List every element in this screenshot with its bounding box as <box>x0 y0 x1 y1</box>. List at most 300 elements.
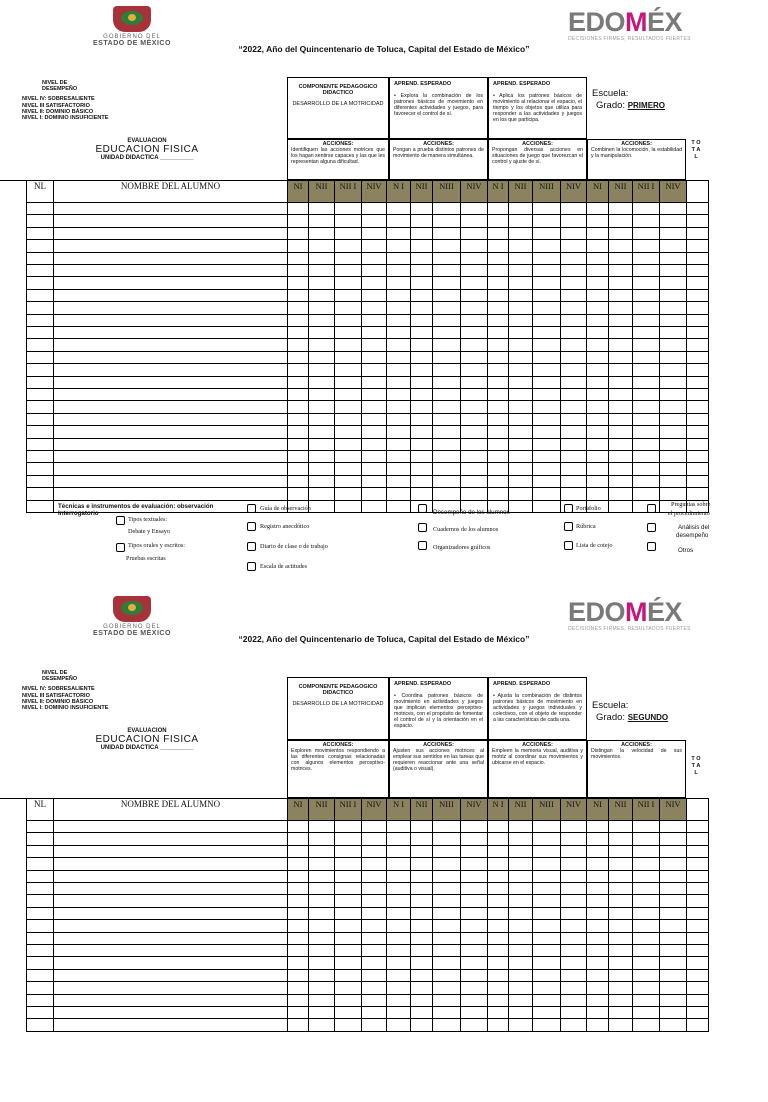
table-cell[interactable] <box>308 845 335 858</box>
table-cell[interactable] <box>586 264 609 277</box>
table-cell[interactable] <box>53 338 288 351</box>
table-cell[interactable] <box>608 264 633 277</box>
table-cell[interactable] <box>586 252 609 265</box>
table-cell[interactable] <box>508 820 533 833</box>
table-cell[interactable] <box>334 450 362 463</box>
table-cell[interactable] <box>361 475 387 488</box>
table-cell[interactable] <box>487 276 509 289</box>
table-cell[interactable] <box>308 314 335 327</box>
table-cell[interactable] <box>432 944 461 957</box>
table-cell[interactable] <box>334 870 362 883</box>
table-cell[interactable] <box>386 202 411 215</box>
table-cell[interactable] <box>659 376 687 389</box>
table-cell[interactable] <box>26 857 54 870</box>
table-cell[interactable] <box>410 376 433 389</box>
table-cell[interactable] <box>532 400 561 413</box>
table-cell[interactable] <box>334 252 362 265</box>
table-cell[interactable] <box>287 450 309 463</box>
table-cell[interactable] <box>334 214 362 227</box>
table-cell[interactable] <box>560 487 587 500</box>
table-cell[interactable] <box>487 252 509 265</box>
table-cell[interactable] <box>287 425 309 438</box>
table-cell[interactable] <box>659 413 687 426</box>
checkbox-tipos-textuales[interactable] <box>116 516 125 525</box>
table-cell[interactable] <box>508 870 533 883</box>
table-cell[interactable] <box>334 820 362 833</box>
table-cell[interactable] <box>386 425 411 438</box>
table-cell[interactable] <box>659 956 687 969</box>
table-cell[interactable] <box>608 400 633 413</box>
table-cell[interactable] <box>487 202 509 215</box>
table-cell[interactable] <box>659 969 687 982</box>
table-cell[interactable] <box>460 326 488 339</box>
table-cell[interactable] <box>686 227 709 240</box>
table-cell[interactable] <box>560 870 587 883</box>
table-cell[interactable] <box>361 1018 387 1031</box>
table-cell[interactable] <box>386 1006 411 1019</box>
table-cell[interactable] <box>410 956 433 969</box>
table-cell[interactable] <box>686 252 709 265</box>
table-cell[interactable] <box>361 227 387 240</box>
table-cell[interactable] <box>586 239 609 252</box>
table-cell[interactable] <box>608 932 633 945</box>
table-cell[interactable] <box>632 438 660 451</box>
table-cell[interactable] <box>432 425 461 438</box>
table-cell[interactable] <box>432 994 461 1007</box>
table-cell[interactable] <box>334 1006 362 1019</box>
table-cell[interactable] <box>410 264 433 277</box>
table-cell[interactable] <box>586 376 609 389</box>
table-cell[interactable] <box>508 1018 533 1031</box>
table-cell[interactable] <box>586 894 609 907</box>
table-cell[interactable] <box>659 857 687 870</box>
table-cell[interactable] <box>432 1018 461 1031</box>
table-cell[interactable] <box>586 276 609 289</box>
table-cell[interactable] <box>308 214 335 227</box>
table-cell[interactable] <box>53 227 288 240</box>
table-cell[interactable] <box>608 1018 633 1031</box>
table-cell[interactable] <box>560 882 587 895</box>
table-cell[interactable] <box>659 252 687 265</box>
table-cell[interactable] <box>560 907 587 920</box>
table-cell[interactable] <box>432 857 461 870</box>
table-cell[interactable] <box>460 376 488 389</box>
table-cell[interactable] <box>386 239 411 252</box>
table-cell[interactable] <box>308 462 335 475</box>
table-cell[interactable] <box>460 400 488 413</box>
table-cell[interactable] <box>53 894 288 907</box>
table-cell[interactable] <box>361 969 387 982</box>
checkbox-diario-clase[interactable] <box>247 542 256 551</box>
table-cell[interactable] <box>508 363 533 376</box>
table-cell[interactable] <box>659 202 687 215</box>
table-cell[interactable] <box>686 894 709 907</box>
table-cell[interactable] <box>287 438 309 451</box>
table-cell[interactable] <box>508 413 533 426</box>
table-cell[interactable] <box>334 227 362 240</box>
table-cell[interactable] <box>560 351 587 364</box>
table-cell[interactable] <box>361 944 387 957</box>
table-cell[interactable] <box>560 450 587 463</box>
table-cell[interactable] <box>632 487 660 500</box>
table-cell[interactable] <box>460 264 488 277</box>
table-cell[interactable] <box>410 425 433 438</box>
table-cell[interactable] <box>287 882 309 895</box>
table-cell[interactable] <box>608 413 633 426</box>
table-cell[interactable] <box>659 276 687 289</box>
table-cell[interactable] <box>608 500 633 513</box>
table-cell[interactable] <box>586 227 609 240</box>
table-cell[interactable] <box>608 450 633 463</box>
table-cell[interactable] <box>632 413 660 426</box>
table-cell[interactable] <box>432 450 461 463</box>
table-cell[interactable] <box>532 845 561 858</box>
table-cell[interactable] <box>686 450 709 463</box>
table-cell[interactable] <box>632 239 660 252</box>
table-cell[interactable] <box>508 882 533 895</box>
table-cell[interactable] <box>487 870 509 883</box>
table-cell[interactable] <box>532 252 561 265</box>
table-cell[interactable] <box>334 882 362 895</box>
table-cell[interactable] <box>460 314 488 327</box>
table-cell[interactable] <box>632 289 660 302</box>
table-cell[interactable] <box>334 326 362 339</box>
table-cell[interactable] <box>632 857 660 870</box>
table-cell[interactable] <box>361 882 387 895</box>
table-cell[interactable] <box>410 969 433 982</box>
table-cell[interactable] <box>26 376 54 389</box>
checkbox-rubrica[interactable] <box>564 522 573 531</box>
table-cell[interactable] <box>26 301 54 314</box>
table-cell[interactable] <box>532 264 561 277</box>
table-cell[interactable] <box>460 351 488 364</box>
table-cell[interactable] <box>632 338 660 351</box>
table-cell[interactable] <box>53 214 288 227</box>
table-cell[interactable] <box>532 202 561 215</box>
table-cell[interactable] <box>686 214 709 227</box>
table-cell[interactable] <box>508 338 533 351</box>
table-cell[interactable] <box>460 820 488 833</box>
table-cell[interactable] <box>386 214 411 227</box>
table-cell[interactable] <box>410 857 433 870</box>
table-cell[interactable] <box>287 276 309 289</box>
table-cell[interactable] <box>632 994 660 1007</box>
table-cell[interactable] <box>26 907 54 920</box>
table-cell[interactable] <box>361 845 387 858</box>
table-cell[interactable] <box>308 413 335 426</box>
table-cell[interactable] <box>26 400 54 413</box>
table-cell[interactable] <box>26 894 54 907</box>
table-cell[interactable] <box>586 487 609 500</box>
table-cell[interactable] <box>659 239 687 252</box>
table-cell[interactable] <box>410 981 433 994</box>
table-cell[interactable] <box>53 276 288 289</box>
table-cell[interactable] <box>53 870 288 883</box>
table-cell[interactable] <box>508 450 533 463</box>
table-cell[interactable] <box>26 252 54 265</box>
table-cell[interactable] <box>308 425 335 438</box>
table-cell[interactable] <box>508 376 533 389</box>
checkbox-portafolio[interactable] <box>564 504 573 513</box>
table-cell[interactable] <box>308 832 335 845</box>
table-cell[interactable] <box>386 832 411 845</box>
table-cell[interactable] <box>287 870 309 883</box>
table-cell[interactable] <box>432 301 461 314</box>
table-cell[interactable] <box>508 832 533 845</box>
table-cell[interactable] <box>487 400 509 413</box>
table-cell[interactable] <box>432 475 461 488</box>
table-cell[interactable] <box>432 413 461 426</box>
table-cell[interactable] <box>632 882 660 895</box>
table-cell[interactable] <box>334 264 362 277</box>
table-cell[interactable] <box>361 338 387 351</box>
table-cell[interactable] <box>386 450 411 463</box>
table-cell[interactable] <box>287 314 309 327</box>
table-cell[interactable] <box>287 351 309 364</box>
table-cell[interactable] <box>460 425 488 438</box>
table-cell[interactable] <box>287 202 309 215</box>
table-cell[interactable] <box>334 239 362 252</box>
table-cell[interactable] <box>308 326 335 339</box>
table-cell[interactable] <box>632 870 660 883</box>
table-cell[interactable] <box>532 450 561 463</box>
table-cell[interactable] <box>586 969 609 982</box>
table-cell[interactable] <box>632 388 660 401</box>
table-cell[interactable] <box>287 832 309 845</box>
table-cell[interactable] <box>53 202 288 215</box>
table-cell[interactable] <box>659 882 687 895</box>
table-cell[interactable] <box>532 487 561 500</box>
table-cell[interactable] <box>361 500 387 513</box>
table-cell[interactable] <box>532 500 561 513</box>
table-cell[interactable] <box>608 919 633 932</box>
table-cell[interactable] <box>586 994 609 1007</box>
table-cell[interactable] <box>532 438 561 451</box>
table-cell[interactable] <box>560 1018 587 1031</box>
table-cell[interactable] <box>487 462 509 475</box>
table-cell[interactable] <box>334 289 362 302</box>
table-cell[interactable] <box>410 450 433 463</box>
table-cell[interactable] <box>508 487 533 500</box>
table-cell[interactable] <box>386 919 411 932</box>
table-cell[interactable] <box>632 351 660 364</box>
table-cell[interactable] <box>334 944 362 957</box>
table-cell[interactable] <box>686 820 709 833</box>
table-cell[interactable] <box>632 1006 660 1019</box>
table-cell[interactable] <box>386 301 411 314</box>
table-cell[interactable] <box>632 264 660 277</box>
table-cell[interactable] <box>659 820 687 833</box>
table-cell[interactable] <box>410 400 433 413</box>
table-cell[interactable] <box>608 462 633 475</box>
table-cell[interactable] <box>686 969 709 982</box>
table-cell[interactable] <box>460 276 488 289</box>
table-cell[interactable] <box>460 252 488 265</box>
table-cell[interactable] <box>386 894 411 907</box>
table-cell[interactable] <box>532 351 561 364</box>
table-cell[interactable] <box>487 857 509 870</box>
table-cell[interactable] <box>26 413 54 426</box>
table-cell[interactable] <box>460 956 488 969</box>
table-cell[interactable] <box>532 276 561 289</box>
table-cell[interactable] <box>287 857 309 870</box>
table-cell[interactable] <box>26 820 54 833</box>
table-cell[interactable] <box>432 202 461 215</box>
table-cell[interactable] <box>532 857 561 870</box>
table-cell[interactable] <box>632 956 660 969</box>
table-cell[interactable] <box>560 438 587 451</box>
table-cell[interactable] <box>487 944 509 957</box>
table-cell[interactable] <box>532 944 561 957</box>
table-cell[interactable] <box>608 351 633 364</box>
table-cell[interactable] <box>659 301 687 314</box>
table-cell[interactable] <box>308 363 335 376</box>
table-cell[interactable] <box>487 845 509 858</box>
table-cell[interactable] <box>508 845 533 858</box>
table-cell[interactable] <box>508 981 533 994</box>
table-cell[interactable] <box>53 932 288 945</box>
table-cell[interactable] <box>508 326 533 339</box>
table-cell[interactable] <box>586 214 609 227</box>
table-cell[interactable] <box>508 462 533 475</box>
table-cell[interactable] <box>308 202 335 215</box>
table-cell[interactable] <box>334 301 362 314</box>
table-cell[interactable] <box>26 919 54 932</box>
table-cell[interactable] <box>410 932 433 945</box>
table-cell[interactable] <box>26 338 54 351</box>
table-cell[interactable] <box>608 832 633 845</box>
table-cell[interactable] <box>532 1018 561 1031</box>
table-cell[interactable] <box>410 388 433 401</box>
table-cell[interactable] <box>386 376 411 389</box>
table-cell[interactable] <box>334 338 362 351</box>
table-cell[interactable] <box>386 326 411 339</box>
table-cell[interactable] <box>460 944 488 957</box>
table-cell[interactable] <box>287 388 309 401</box>
table-cell[interactable] <box>460 338 488 351</box>
table-cell[interactable] <box>586 832 609 845</box>
table-cell[interactable] <box>386 932 411 945</box>
table-cell[interactable] <box>586 425 609 438</box>
table-cell[interactable] <box>308 438 335 451</box>
table-cell[interactable] <box>608 214 633 227</box>
table-cell[interactable] <box>361 326 387 339</box>
table-cell[interactable] <box>532 969 561 982</box>
table-cell[interactable] <box>487 994 509 1007</box>
table-cell[interactable] <box>460 907 488 920</box>
table-cell[interactable] <box>659 475 687 488</box>
table-cell[interactable] <box>410 944 433 957</box>
table-cell[interactable] <box>659 363 687 376</box>
table-cell[interactable] <box>386 338 411 351</box>
table-cell[interactable] <box>632 981 660 994</box>
table-cell[interactable] <box>608 845 633 858</box>
table-cell[interactable] <box>608 438 633 451</box>
table-cell[interactable] <box>632 462 660 475</box>
table-cell[interactable] <box>410 227 433 240</box>
table-cell[interactable] <box>287 907 309 920</box>
table-cell[interactable] <box>26 202 54 215</box>
table-cell[interactable] <box>460 994 488 1007</box>
table-cell[interactable] <box>410 338 433 351</box>
table-cell[interactable] <box>432 239 461 252</box>
table-cell[interactable] <box>361 425 387 438</box>
table-cell[interactable] <box>608 944 633 957</box>
table-cell[interactable] <box>532 363 561 376</box>
table-cell[interactable] <box>26 438 54 451</box>
table-cell[interactable] <box>460 475 488 488</box>
table-cell[interactable] <box>586 301 609 314</box>
table-cell[interactable] <box>386 882 411 895</box>
table-cell[interactable] <box>508 214 533 227</box>
table-cell[interactable] <box>586 338 609 351</box>
table-cell[interactable] <box>560 301 587 314</box>
table-cell[interactable] <box>432 894 461 907</box>
table-cell[interactable] <box>410 413 433 426</box>
table-cell[interactable] <box>26 264 54 277</box>
table-cell[interactable] <box>53 919 288 932</box>
table-cell[interactable] <box>287 227 309 240</box>
table-cell[interactable] <box>487 1018 509 1031</box>
table-cell[interactable] <box>386 363 411 376</box>
table-cell[interactable] <box>460 450 488 463</box>
table-cell[interactable] <box>334 425 362 438</box>
table-cell[interactable] <box>659 944 687 957</box>
table-cell[interactable] <box>26 500 54 513</box>
table-cell[interactable] <box>608 314 633 327</box>
table-cell[interactable] <box>460 202 488 215</box>
table-cell[interactable] <box>432 462 461 475</box>
table-cell[interactable] <box>432 276 461 289</box>
table-cell[interactable] <box>686 462 709 475</box>
table-cell[interactable] <box>508 857 533 870</box>
table-cell[interactable] <box>410 1006 433 1019</box>
table-cell[interactable] <box>308 338 335 351</box>
table-cell[interactable] <box>659 870 687 883</box>
checkbox-lista-cotejo[interactable] <box>564 541 573 550</box>
table-cell[interactable] <box>487 301 509 314</box>
table-cell[interactable] <box>686 857 709 870</box>
table-cell[interactable] <box>361 264 387 277</box>
table-cell[interactable] <box>632 425 660 438</box>
table-cell[interactable] <box>410 1018 433 1031</box>
table-cell[interactable] <box>686 932 709 945</box>
table-cell[interactable] <box>308 252 335 265</box>
table-cell[interactable] <box>586 1018 609 1031</box>
table-cell[interactable] <box>334 500 362 513</box>
table-cell[interactable] <box>361 487 387 500</box>
table-cell[interactable] <box>386 289 411 302</box>
table-cell[interactable] <box>287 400 309 413</box>
table-cell[interactable] <box>560 400 587 413</box>
table-cell[interactable] <box>432 400 461 413</box>
table-cell[interactable] <box>26 994 54 1007</box>
table-cell[interactable] <box>53 252 288 265</box>
table-cell[interactable] <box>560 202 587 215</box>
table-cell[interactable] <box>308 919 335 932</box>
table-cell[interactable] <box>53 363 288 376</box>
table-cell[interactable] <box>460 438 488 451</box>
table-cell[interactable] <box>586 363 609 376</box>
table-cell[interactable] <box>532 994 561 1007</box>
table-cell[interactable] <box>686 919 709 932</box>
table-cell[interactable] <box>608 227 633 240</box>
table-cell[interactable] <box>632 252 660 265</box>
table-cell[interactable] <box>361 388 387 401</box>
table-cell[interactable] <box>386 252 411 265</box>
table-cell[interactable] <box>432 363 461 376</box>
table-cell[interactable] <box>53 475 288 488</box>
